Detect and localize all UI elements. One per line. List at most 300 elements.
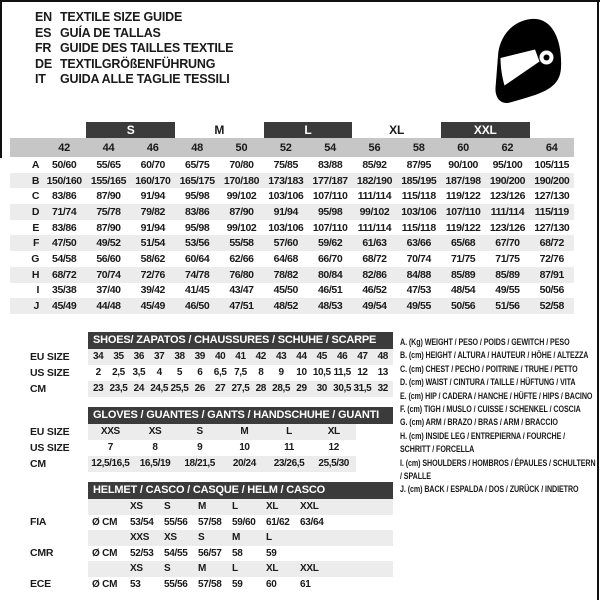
measure-value: 46/50 — [175, 298, 219, 314]
measure-value: 91/94 — [140, 190, 165, 203]
helmet-size: XL — [266, 563, 279, 574]
measure-value: 74/78 — [175, 267, 219, 283]
shoes-size-value: 43 — [275, 351, 287, 362]
measure-value: 39/42 — [140, 284, 165, 297]
measure-value: 70/74 — [406, 252, 431, 265]
measure-value: 67/70 — [485, 235, 529, 251]
measure-value: 85/89 — [441, 267, 485, 283]
measure-value: 62/66 — [229, 252, 254, 265]
legend-item: D. (cm) WAIST / CINTURA / TAILLE / HÜFTUNG / VITA — [400, 377, 576, 389]
measure-value: 51/56 — [485, 298, 529, 314]
measure-value: 49/52 — [86, 235, 130, 251]
measure-value: 99/102 — [352, 204, 396, 220]
gloves-size-value: 12,5/16,5 — [91, 458, 130, 469]
size-band-xxl: XXL — [441, 122, 530, 138]
shoes-size-value: 7,5 — [234, 367, 247, 378]
shoes-size-value: 2,5 — [112, 367, 125, 378]
language-code: EN — [35, 10, 52, 24]
measure-value: 60/64 — [185, 252, 210, 265]
shoes-size-value: 32 — [377, 383, 388, 394]
gloves-size-value: XS — [148, 426, 162, 437]
helmet-size: M — [198, 563, 207, 574]
measure-row-g — [10, 251, 574, 267]
measure-value: 41/45 — [185, 284, 210, 297]
measure-value: 70/74 — [86, 267, 130, 283]
measure-value: 64/68 — [273, 252, 298, 265]
measure-value: 49/54 — [352, 298, 396, 314]
shoes-size-value: 8 — [258, 367, 264, 378]
shoes-size-value: 25,5 — [170, 383, 189, 394]
measure-value: 50/60 — [52, 158, 77, 171]
shoes-size-value: 34 — [93, 351, 104, 362]
helmet-standard-row-cmr — [30, 546, 393, 562]
column-size: 60 — [441, 138, 485, 157]
measure-row-f — [10, 235, 574, 251]
size-band-s: S — [86, 122, 175, 138]
measurement-legend — [400, 336, 597, 497]
gloves-size-value: L — [286, 426, 292, 437]
language-title: TEXTILE SIZE GUIDE — [60, 10, 183, 24]
shoes-size-value: 26 — [194, 383, 205, 394]
row-label: EU SIZE — [30, 351, 70, 363]
legend-item: I. (cm) SHOULDERS / HOMBROS / ÉPAULES / SCHULTERN / SPALLE — [400, 457, 596, 483]
measure-value: 68/72 — [362, 252, 387, 265]
measure-value: 119/122 — [445, 190, 481, 203]
measure-value: 119/122 — [445, 221, 481, 234]
measure-value: 58/62 — [140, 252, 165, 265]
shoes-size-value: 27 — [214, 383, 226, 394]
row-label: CM — [30, 458, 46, 470]
shoes-size-value: 23 — [93, 383, 104, 394]
measure-value: 45/49 — [42, 298, 86, 314]
measure-value: 72/76 — [539, 252, 564, 265]
row-letter: H — [10, 267, 42, 283]
helmet-size: S — [164, 501, 171, 512]
measure-value: 99/102 — [226, 190, 257, 203]
language-title: GUIDE DES TAILLES TEXTILE — [60, 41, 234, 55]
row-letter: C — [31, 190, 39, 203]
row-letter: B — [10, 173, 42, 189]
measure-value: 68/72 — [530, 235, 574, 251]
measure-value: 71/75 — [450, 252, 476, 265]
size-band-row — [10, 122, 574, 138]
measure-value: 65/68 — [441, 235, 485, 251]
frame-right-border — [597, 0, 599, 600]
measure-value: 115/118 — [401, 190, 436, 203]
language-row — [35, 41, 233, 57]
measure-value: 47/51 — [219, 298, 263, 314]
measure-value: 115/118 — [401, 221, 436, 234]
measure-row-a — [10, 157, 574, 173]
gloves-size-value: 20/24 — [232, 458, 256, 469]
measure-value: 45/49 — [131, 298, 175, 314]
measure-value: 84/88 — [397, 267, 441, 283]
helmet-size: XS — [130, 501, 143, 512]
measure-value: 111/114 — [485, 204, 529, 220]
helmet-value: 56/57 — [198, 547, 222, 559]
helmet-size: L — [232, 563, 238, 574]
language-title-list — [35, 10, 233, 88]
measure-value: 63/66 — [397, 235, 441, 251]
shoes-size-value: 2 — [95, 367, 101, 378]
shoes-size-row — [30, 381, 393, 397]
measure-value: 75/78 — [86, 204, 130, 220]
shoes-size-value: 44 — [296, 351, 307, 362]
language-code: IT — [35, 72, 46, 86]
gloves-size-value: M — [240, 426, 249, 437]
shoes-size-value: 31,5 — [353, 383, 372, 394]
measure-value: 190/200 — [485, 173, 529, 189]
row-letter: J — [10, 298, 42, 314]
shoes-size-value: 39 — [194, 351, 205, 362]
measure-value: 55/65 — [96, 158, 121, 171]
measure-value: 155/165 — [86, 173, 130, 189]
legend-item: H. (cm) INSIDE LEG / ENTREPIERNA / FOURCHE / SCHRITT / FORCELLA — [400, 430, 566, 456]
measure-value: 79/82 — [131, 204, 175, 220]
helmet-value — [300, 546, 334, 562]
frame-left-border — [0, 0, 2, 158]
gloves-size-row — [30, 440, 393, 456]
measure-value: 123/126 — [489, 190, 526, 203]
language-row — [35, 57, 233, 73]
helmet-value: 59 — [232, 578, 243, 590]
measure-value: 83/88 — [317, 158, 343, 171]
measure-value: 50/56 — [539, 284, 564, 297]
column-size: 46 — [131, 138, 175, 157]
language-title: GUIDA ALLE TAGLIE TESSILI — [60, 72, 230, 86]
shoes-size-value: 6,5 — [213, 367, 227, 378]
helmet-size: XS — [164, 532, 177, 543]
measure-value: 105/115 — [534, 158, 570, 171]
helmet-size-row — [88, 561, 393, 577]
measure-value: 85/92 — [362, 158, 387, 171]
measure-value: 127/130 — [534, 190, 570, 203]
helmet-table — [30, 482, 393, 592]
shoes-size-value: 46 — [336, 351, 348, 362]
helmet-size: M — [198, 501, 207, 512]
language-row — [35, 26, 233, 42]
measure-value: 103/106 — [268, 221, 304, 234]
gloves-size-value: XL — [327, 426, 340, 437]
row-label: EU SIZE — [30, 426, 70, 438]
helmet-standard-row-ece — [30, 577, 393, 593]
row-letter: F — [10, 235, 42, 251]
row-letter: D — [10, 204, 42, 220]
column-size: 52 — [264, 138, 308, 157]
legend-item: F. (cm) TIGH / MUSLO / CUISSE / SCHENKEL / COSCIA — [400, 404, 581, 416]
size-band-xl: XL — [389, 123, 405, 137]
measure-value: 107/110 — [312, 190, 348, 203]
measure-value: 115/119 — [530, 204, 574, 220]
textile-size-table — [10, 122, 574, 314]
legend-item: C. (cm) CHEST / PECHO / POITRINE / TRUHE / PETTO — [400, 363, 578, 375]
row-label: US SIZE — [30, 367, 70, 379]
helmet-size: L — [266, 532, 272, 543]
measure-value: 160/170 — [131, 173, 175, 189]
measure-value: 103/106 — [268, 190, 304, 203]
shoes-size-value: 36 — [133, 351, 144, 362]
measure-value: 52/58 — [530, 298, 574, 314]
shoes-size-value: 29 — [296, 383, 307, 394]
size-band-l: L — [264, 122, 353, 138]
column-size-row — [10, 138, 574, 157]
shoes-size-row — [30, 349, 393, 365]
helmet-size — [300, 530, 334, 546]
shoes-size-value: 24,5 — [150, 383, 169, 394]
measure-value: 47/50 — [42, 235, 86, 251]
measure-value: 68/72 — [42, 267, 86, 283]
gloves-size-value: XXS — [100, 426, 120, 437]
gloves-size-value: 16,5/19 — [139, 458, 171, 469]
measure-value: 173/183 — [264, 173, 308, 189]
row-letter: E — [32, 221, 39, 234]
helmet-size: XXL — [300, 563, 319, 574]
helmet-size: S — [164, 563, 171, 574]
shoes-size-value: 30 — [316, 383, 327, 394]
measure-value: 48/54 — [450, 284, 476, 297]
helmet-size: XXL — [300, 501, 319, 512]
gloves-table-title: GLOVES / GUANTES / GANTS / HANDSCHUHE / GUANTI — [88, 407, 393, 424]
measure-value: 185/195 — [397, 173, 441, 189]
shoes-size-value: 48 — [377, 351, 388, 362]
measure-row-c — [10, 188, 574, 204]
legend-item: B. (cm) HEIGHT / ALTURA / HAUTEUR / HÖHE / ALTEZZA — [400, 350, 589, 362]
measure-value: 72/76 — [131, 267, 175, 283]
shoes-size-value: 12 — [357, 367, 368, 378]
measure-value: 48/53 — [308, 298, 352, 314]
language-title: GUÍA DE TALLAS — [60, 25, 161, 40]
measure-value: 75/85 — [273, 158, 298, 171]
unit-label: Ø CM — [92, 547, 118, 559]
helmet-value: 61/62 — [266, 516, 290, 528]
measure-value: 49/55 — [397, 298, 441, 314]
shoes-size-value: 9 — [278, 367, 284, 378]
shoes-size-value: 11,5 — [333, 367, 351, 378]
language-row — [35, 10, 233, 26]
row-letter: I — [36, 284, 39, 297]
column-size: 64 — [530, 138, 574, 157]
shoes-size-value: 30,5 — [333, 383, 352, 394]
measure-value: 46/52 — [362, 284, 387, 297]
gloves-row-values — [88, 456, 356, 472]
measure-value: 87/91 — [530, 267, 574, 283]
shoes-size-value: 40 — [214, 351, 226, 362]
row-letter: G — [31, 252, 39, 265]
measure-value: 61/63 — [352, 235, 396, 251]
column-size: 48 — [175, 138, 219, 157]
measure-value: 170/180 — [219, 173, 263, 189]
measure-value: 44/48 — [86, 298, 130, 314]
helmet-size: XL — [266, 501, 279, 512]
standard-label: CMR — [30, 546, 54, 559]
measure-row-e — [10, 220, 574, 236]
helmet-value: 57/58 — [198, 516, 222, 528]
measure-value: 190/200 — [530, 173, 574, 189]
shoes-size-value: 28 — [255, 383, 266, 394]
shoes-size-value: 45 — [316, 351, 327, 362]
row-label: US SIZE — [30, 442, 70, 454]
helmet-value: 59 — [266, 547, 277, 559]
legend-item: E. (cm) HIP / CADERA / HANCHE / HÜFTE / HIPS / BACINO — [400, 390, 593, 402]
measure-value: 187/198 — [441, 173, 485, 189]
shoes-size-value: 28,5 — [272, 383, 291, 394]
measure-value: 87/90 — [219, 204, 263, 220]
legend-item: A. (Kg) WEIGHT / PESO / POIDS / GEWITCH / PESO — [400, 337, 570, 348]
helmet-value: 59/60 — [232, 516, 256, 528]
measure-value: 51/54 — [131, 235, 175, 251]
measure-value: 95/98 — [185, 221, 210, 234]
standard-label: FIA — [30, 515, 47, 528]
shoes-size-value: 47 — [357, 351, 368, 362]
column-size: 62 — [485, 138, 529, 157]
measure-value: 54/58 — [52, 252, 77, 265]
column-size: 44 — [86, 138, 130, 157]
shoes-size-value: 37 — [153, 351, 165, 362]
measure-value: 83/86 — [52, 190, 77, 203]
measure-value: 53/56 — [175, 235, 219, 251]
gloves-row-values — [88, 424, 356, 440]
gloves-size-value: S — [196, 426, 203, 437]
measure-value: 35/38 — [52, 284, 77, 297]
helmet-value: 54/55 — [164, 547, 188, 559]
measure-value: 80/84 — [308, 267, 352, 283]
measure-value: 165/175 — [175, 173, 219, 189]
shoes-row-values — [88, 349, 393, 365]
shoes-size-value: 41 — [235, 351, 246, 362]
helmet-value: 53 — [130, 578, 141, 590]
measure-value: 60/70 — [140, 158, 165, 171]
column-size: 50 — [219, 138, 263, 157]
unit-label: Ø CM — [92, 578, 118, 590]
standard-label: ECE — [30, 577, 51, 590]
gloves-size-value: 8 — [152, 442, 158, 453]
measure-value: 95/98 — [308, 204, 352, 220]
legend-item: G. (cm) ARM / BRAZO / BRAS / ARM / BRACCIO — [400, 417, 558, 429]
shoes-size-value: 27,5 — [231, 383, 250, 394]
measure-value: 87/90 — [96, 221, 121, 234]
shoes-size-value: 23,5 — [109, 383, 128, 394]
measure-value: 83/86 — [175, 204, 219, 220]
measure-value: 85/89 — [485, 267, 529, 283]
helmet-size: XS — [130, 563, 143, 574]
gloves-size-row — [30, 456, 393, 472]
measure-row-j — [10, 298, 574, 314]
measure-value: 55/58 — [219, 235, 263, 251]
measure-value: 127/130 — [534, 221, 570, 234]
measure-value: 150/160 — [42, 173, 86, 189]
measure-row-b — [10, 173, 574, 189]
shoes-size-value: 5 — [176, 367, 183, 378]
measure-value: 65/75 — [185, 158, 210, 171]
measure-value: 71/75 — [495, 252, 520, 265]
language-code: FR — [35, 41, 52, 55]
helmet-table-title: HELMET / CASCO / CASQUE / HELM / CASCO — [88, 482, 393, 499]
gloves-size-row — [30, 424, 393, 440]
shoes-size-value: 10,5 — [312, 367, 331, 378]
helmet-size-row — [88, 499, 393, 515]
measure-value: 70/80 — [229, 158, 254, 171]
measure-value: 59/62 — [308, 235, 352, 251]
helmet-standard-row-fia — [30, 515, 393, 531]
measure-value: 43/47 — [229, 284, 254, 297]
measure-value: 48/52 — [264, 298, 308, 314]
language-code: ES — [35, 25, 52, 40]
gloves-size-value: 11 — [284, 442, 294, 453]
row-label: CM — [30, 383, 46, 395]
helmet-size: S — [198, 532, 205, 543]
shoes-table-title: SHOES/ ZAPATOS / CHAUSSURES / SCHUHE / SCARPE — [88, 332, 393, 349]
shoes-size-value: 42 — [255, 351, 266, 362]
helmet-value: 53/54 — [130, 516, 154, 528]
shoes-size-value: 35 — [113, 351, 124, 362]
measure-value: 57/60 — [264, 235, 308, 251]
measure-value: 45/50 — [273, 284, 298, 297]
measure-value: 46/51 — [317, 284, 343, 297]
helmet-value: 61 — [300, 578, 311, 590]
measure-value: 91/94 — [140, 221, 165, 234]
helmet-value: 55/56 — [164, 516, 188, 528]
unit-label: Ø CM — [92, 516, 118, 528]
column-size: 54 — [308, 138, 352, 157]
shoes-size-value: 24 — [133, 383, 144, 394]
shoes-table — [30, 332, 393, 397]
shoes-size-value: 10 — [296, 367, 307, 378]
measure-value: 56/60 — [96, 252, 121, 265]
gloves-size-value: 10 — [239, 442, 250, 453]
measure-value: 95/100 — [492, 158, 523, 171]
shoes-size-value: 13 — [377, 367, 388, 378]
helmet-size: L — [232, 501, 238, 512]
measure-value: 66/70 — [317, 252, 343, 265]
helmet-value: 63/64 — [300, 516, 324, 528]
measure-value: 87/95 — [406, 158, 431, 171]
measure-value: 76/80 — [219, 267, 263, 283]
measure-value: 107/110 — [312, 221, 348, 234]
measure-value: 87/90 — [96, 190, 121, 203]
measure-value: 49/55 — [495, 284, 520, 297]
column-size: 58 — [397, 138, 441, 157]
frame-top-border — [0, 0, 600, 2]
helmet-value: 52/53 — [130, 547, 154, 559]
measure-row-d — [10, 204, 574, 220]
measure-value: 103/106 — [397, 204, 441, 220]
language-row — [35, 72, 233, 88]
measure-value: 82/86 — [352, 267, 396, 283]
language-code: DE — [35, 56, 52, 71]
measure-value: 107/110 — [441, 204, 485, 220]
measure-value: 50/56 — [441, 298, 485, 314]
gloves-size-value: 25,5/30 — [318, 458, 349, 469]
gloves-size-value: 23/26,5 — [273, 458, 305, 469]
measure-value: 47/53 — [406, 284, 431, 297]
helmet-size: M — [232, 532, 241, 543]
size-band-m: M — [214, 123, 225, 137]
gloves-size-value: 7 — [107, 442, 113, 453]
helmet-value: 60 — [266, 578, 277, 590]
helmet-value: 55/56 — [164, 578, 188, 590]
gloves-row-values — [88, 440, 356, 456]
column-size: 42 — [42, 138, 86, 157]
gloves-size-value: 18/21,5 — [184, 458, 215, 469]
measure-value: 37/40 — [96, 284, 121, 297]
measure-value: 90/100 — [448, 158, 478, 171]
measure-value: 111/114 — [357, 221, 392, 234]
helmet-size-row — [88, 530, 393, 546]
measure-value: 71/74 — [42, 204, 86, 220]
shoes-size-value: 3,5 — [132, 367, 146, 378]
shoes-row-values — [88, 381, 393, 397]
measure-value: 123/126 — [489, 221, 526, 234]
